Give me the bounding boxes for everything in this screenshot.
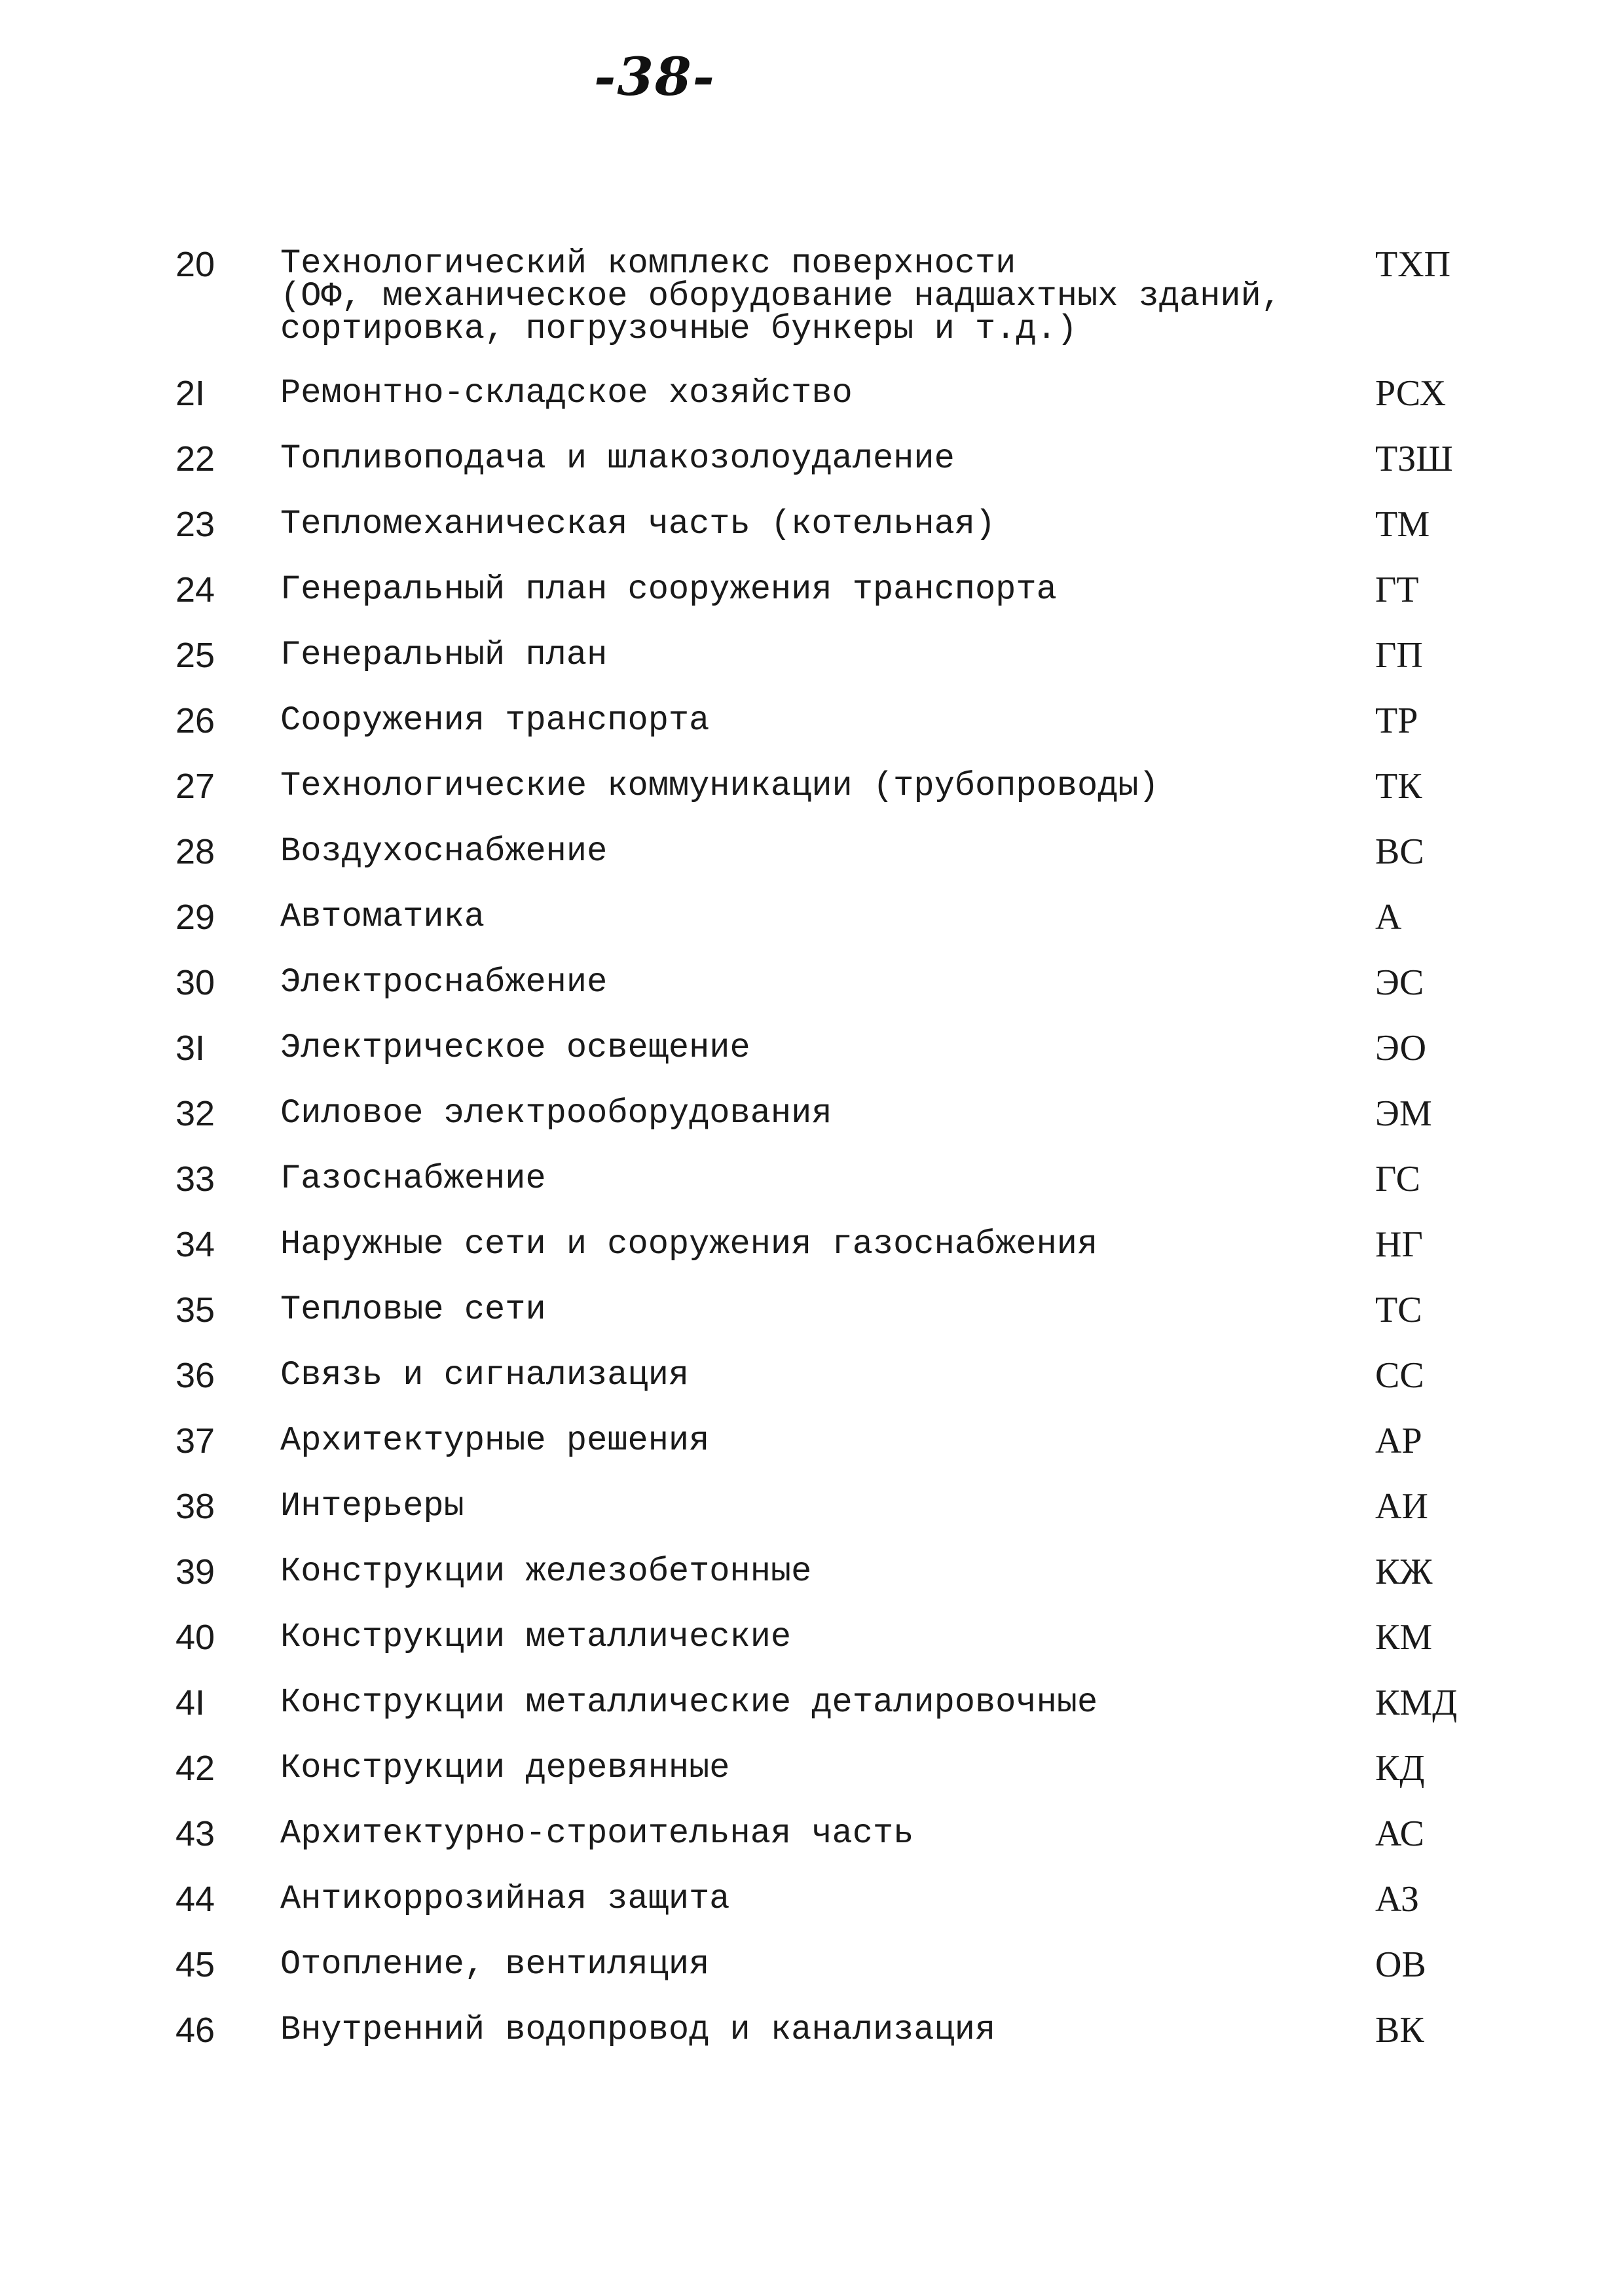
item-title: Отопление, вентиляция xyxy=(280,1945,710,1984)
item-code: ТР xyxy=(1375,701,1418,741)
item-title: Тепловые сети xyxy=(280,1290,546,1329)
item-number: 39 xyxy=(175,1552,215,1592)
item-number: 46 xyxy=(175,2011,215,2050)
item-code: НГ xyxy=(1375,1224,1423,1265)
item-code: КД xyxy=(1375,1748,1425,1789)
item-number: 40 xyxy=(175,1618,215,1657)
item-title: Силовое электрооборудования xyxy=(280,1094,832,1133)
item-title: Связь и сигнализация xyxy=(280,1356,690,1394)
item-code: ОВ xyxy=(1375,1944,1426,1985)
item-code: ЭО xyxy=(1375,1028,1427,1068)
item-code: ТХП xyxy=(1375,244,1451,285)
item-title: Электроснабжение xyxy=(280,963,608,1002)
item-code: ТМ xyxy=(1375,504,1430,545)
item-title: Архитектурно-строительная часть xyxy=(280,1814,914,1853)
item-number: 45 xyxy=(175,1945,215,1984)
item-number: 30 xyxy=(175,963,215,1002)
item-title: Технологические коммуникации (трубопроводы) xyxy=(280,767,1159,805)
item-title: Антикоррозийная защита xyxy=(280,1880,730,1918)
item-number: 24 xyxy=(175,570,215,610)
item-title: Сооружения транспорта xyxy=(280,701,710,740)
item-title: Топливоподача и шлакозолоудаление xyxy=(280,439,955,478)
item-code: ГП xyxy=(1375,635,1423,676)
item-title: Генеральный план xyxy=(280,636,608,674)
item-number: 37 xyxy=(175,1421,215,1461)
item-title: Интерьеры xyxy=(280,1487,464,1525)
item-code: КМД xyxy=(1375,1683,1458,1723)
item-title: Конструкции металлические деталировочные xyxy=(280,1683,1098,1722)
item-title: Технологический комплекс поверхности (ОФ, механическое оборудование надшахтных зданий, сортировка, погрузочные бункеры и т.д.) xyxy=(280,244,1282,348)
item-code: ТК xyxy=(1375,766,1422,807)
item-title: Воздухоснабжение xyxy=(280,832,608,871)
item-title: Газоснабжение xyxy=(280,1159,546,1198)
item-title: Внутренний водопровод и канализация xyxy=(280,2011,996,2049)
item-code: ТС xyxy=(1375,1290,1422,1330)
item-code: ЭМ xyxy=(1375,1093,1432,1134)
item-number: 27 xyxy=(175,767,215,806)
item-number: 42 xyxy=(175,1749,215,1788)
item-code: АИ xyxy=(1375,1486,1428,1527)
item-number: 22 xyxy=(175,439,215,479)
item-code: ВК xyxy=(1375,2010,1424,2050)
item-title: Автоматика xyxy=(280,898,485,936)
item-title: Наружные сети и сооружения газоснабжения xyxy=(280,1225,1098,1264)
page-number: -38- xyxy=(594,46,716,107)
item-number: 3I xyxy=(175,1029,206,1068)
item-code: А xyxy=(1375,897,1402,938)
item-number: 4I xyxy=(175,1683,206,1722)
item-number: 44 xyxy=(175,1880,215,1919)
item-title: Ремонтно-складское хозяйство xyxy=(280,374,853,412)
item-code: КЖ xyxy=(1375,1552,1433,1592)
item-number: 32 xyxy=(175,1094,215,1133)
item-title: Конструкции деревянные xyxy=(280,1749,730,1787)
item-number: 28 xyxy=(175,832,215,871)
item-number: 20 xyxy=(175,245,215,284)
item-number: 33 xyxy=(175,1159,215,1199)
item-code: АЗ xyxy=(1375,1879,1420,1920)
item-number: 43 xyxy=(175,1814,215,1853)
item-code: РСХ xyxy=(1375,373,1447,414)
item-title: Архитектурные решения xyxy=(280,1421,710,1460)
item-title: Генеральный план сооружения транспорта xyxy=(280,570,1057,609)
item-number: 34 xyxy=(175,1225,215,1264)
item-code: КМ xyxy=(1375,1617,1433,1658)
item-code: ГТ xyxy=(1375,570,1419,610)
item-number: 2I xyxy=(175,374,206,413)
item-number: 35 xyxy=(175,1290,215,1330)
item-number: 23 xyxy=(175,505,215,544)
item-title: Электрическое освещение xyxy=(280,1029,750,1067)
item-number: 38 xyxy=(175,1487,215,1526)
item-code: ВС xyxy=(1375,831,1424,872)
item-code: ГС xyxy=(1375,1159,1420,1199)
item-code: ТЗШ xyxy=(1375,439,1453,479)
item-code: АС xyxy=(1375,1813,1425,1854)
item-title: Конструкции металлические xyxy=(280,1618,792,1656)
item-number: 25 xyxy=(175,636,215,675)
item-title: Конструкции железобетонные xyxy=(280,1552,812,1591)
item-title: Тепломеханическая часть (котельная) xyxy=(280,505,996,543)
item-number: 29 xyxy=(175,898,215,937)
item-code: СС xyxy=(1375,1355,1424,1396)
item-number: 26 xyxy=(175,701,215,740)
item-code: ЭС xyxy=(1375,962,1424,1003)
item-number: 36 xyxy=(175,1356,215,1395)
item-code: АР xyxy=(1375,1421,1422,1461)
